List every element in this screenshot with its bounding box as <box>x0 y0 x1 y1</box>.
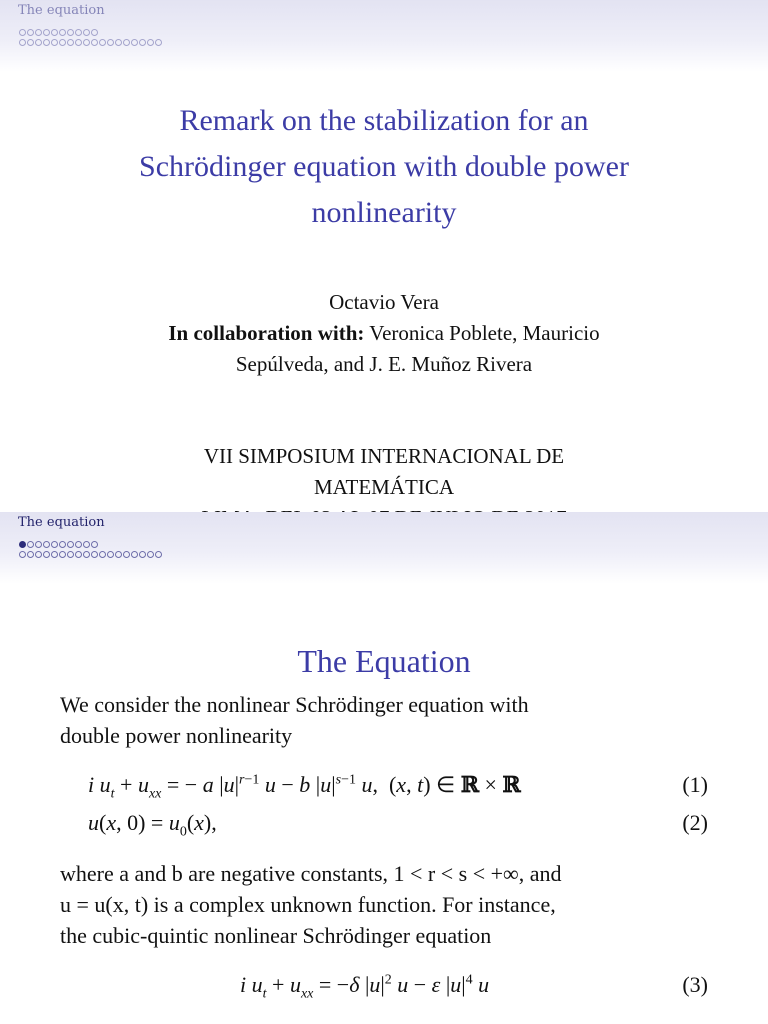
nav-dot[interactable] <box>51 551 58 558</box>
slide-header <box>0 0 768 72</box>
nav-dot[interactable] <box>19 551 26 558</box>
nav-dot[interactable] <box>51 39 58 46</box>
nav-dot[interactable] <box>43 551 50 558</box>
nav-dot[interactable] <box>75 39 82 46</box>
nav-dot[interactable] <box>83 541 90 548</box>
nav-dot[interactable] <box>67 541 74 548</box>
nav-dots-row-2[interactable] <box>19 551 162 561</box>
collaborators-line-2: Sepúlveda, and J. E. Muñoz Rivera <box>235 352 533 376</box>
frame-title: The Equation <box>297 643 471 679</box>
explanation-paragraph <box>60 858 710 951</box>
nav-dot[interactable] <box>155 551 162 558</box>
paragraph-line: We consider the nonlinear Schrödinger equation with <box>60 692 529 717</box>
nav-dots-row-1[interactable] <box>19 541 98 551</box>
nav-dot[interactable] <box>35 551 42 558</box>
nav-dot[interactable] <box>19 541 26 548</box>
nav-dot[interactable] <box>51 29 58 36</box>
slide-header <box>0 512 768 584</box>
intro-paragraph <box>60 689 710 751</box>
equation-3: i $u_t + u_{xx} = -\delta$ $|u|^2$ u − ε $|u|^4$ u <box>240 972 490 1002</box>
nav-dot[interactable] <box>27 29 34 36</box>
nav-dot[interactable] <box>43 29 50 36</box>
presentation-title <box>0 98 768 236</box>
paragraph-line: u = u(x, t) is a complex unknown function. For instance, <box>60 892 556 917</box>
nav-dot[interactable] <box>139 39 146 46</box>
equation-number: (3) <box>682 972 708 997</box>
nav-dot[interactable] <box>123 551 130 558</box>
paragraph-line: double power nonlinearity <box>60 723 293 748</box>
nav-dot[interactable] <box>115 39 122 46</box>
nav-dot[interactable] <box>91 29 98 36</box>
nav-dot[interactable] <box>91 541 98 548</box>
nav-dot[interactable] <box>67 39 74 46</box>
nav-dot[interactable] <box>35 29 42 36</box>
equation-number: (1) <box>682 772 708 797</box>
nav-dot[interactable] <box>139 551 146 558</box>
nav-dot[interactable] <box>27 39 34 46</box>
nav-dot[interactable] <box>75 29 82 36</box>
event-line: VII SIMPOSIUM INTERNACIONAL DE <box>203 444 565 468</box>
nav-dot[interactable] <box>43 541 50 548</box>
nav-dot[interactable] <box>115 551 122 558</box>
authors-block <box>0 287 768 380</box>
nav-dot[interactable] <box>155 39 162 46</box>
title-line: Schrödinger equation with double power <box>139 150 629 183</box>
nav-dot[interactable] <box>91 551 98 558</box>
nav-dot[interactable] <box>123 39 130 46</box>
equation-number: (2) <box>682 810 708 835</box>
title-line: nonlinearity <box>311 196 457 229</box>
nav-dot[interactable] <box>35 541 42 548</box>
collaborators-line-1: Veronica Poblete, Mauricio <box>369 321 600 345</box>
paragraph-line: where a and b are negative constants, 1 < r < s < +∞, and <box>60 861 562 886</box>
collab-label: In collaboration with: <box>168 321 365 345</box>
nav-dot[interactable] <box>67 29 74 36</box>
nav-dot[interactable] <box>107 39 114 46</box>
nav-dot[interactable] <box>147 39 154 46</box>
section-name[interactable]: The equation <box>18 515 105 530</box>
nav-dot[interactable] <box>27 551 34 558</box>
nav-dots-row-1[interactable] <box>19 29 98 39</box>
nav-dot[interactable] <box>59 39 66 46</box>
nav-dot[interactable] <box>59 29 66 36</box>
nav-dot[interactable] <box>99 39 106 46</box>
nav-dot[interactable] <box>147 551 154 558</box>
nav-dot[interactable] <box>99 551 106 558</box>
nav-dot[interactable] <box>83 29 90 36</box>
nav-dot[interactable] <box>19 29 26 36</box>
nav-dot[interactable] <box>75 541 82 548</box>
section-name[interactable]: The equation <box>18 3 105 18</box>
nav-dot[interactable] <box>107 551 114 558</box>
nav-dot[interactable] <box>43 39 50 46</box>
nav-dot[interactable] <box>51 541 58 548</box>
nav-dots-row-2[interactable] <box>19 39 162 49</box>
nav-dot[interactable] <box>75 551 82 558</box>
equation-2: u(x, $0) = u_0(x)$, <box>88 810 217 840</box>
nav-dot[interactable] <box>27 541 34 548</box>
title-line: Remark on the stabilization for an <box>179 104 589 137</box>
nav-dot[interactable] <box>59 541 66 548</box>
nav-dot[interactable] <box>67 551 74 558</box>
nav-dot[interactable] <box>35 39 42 46</box>
nav-dot[interactable] <box>83 551 90 558</box>
nav-dot[interactable] <box>83 39 90 46</box>
nav-dot[interactable] <box>19 39 26 46</box>
equation-1: i $u_t + u_{xx}$ = − a $|u|^{r-1}$ u − b $|u|^{s-1}$ u, (x, t) ∈ ℝ × ℝ <box>88 772 521 802</box>
event-line: MATEMÁTICA <box>314 475 454 499</box>
nav-dot[interactable] <box>91 39 98 46</box>
nav-dot[interactable] <box>59 551 66 558</box>
nav-dot[interactable] <box>131 39 138 46</box>
nav-dot[interactable] <box>131 551 138 558</box>
paragraph-line: the cubic-quintic nonlinear Schrödinger equation <box>60 923 492 948</box>
author-name: Octavio Vera <box>329 290 439 314</box>
